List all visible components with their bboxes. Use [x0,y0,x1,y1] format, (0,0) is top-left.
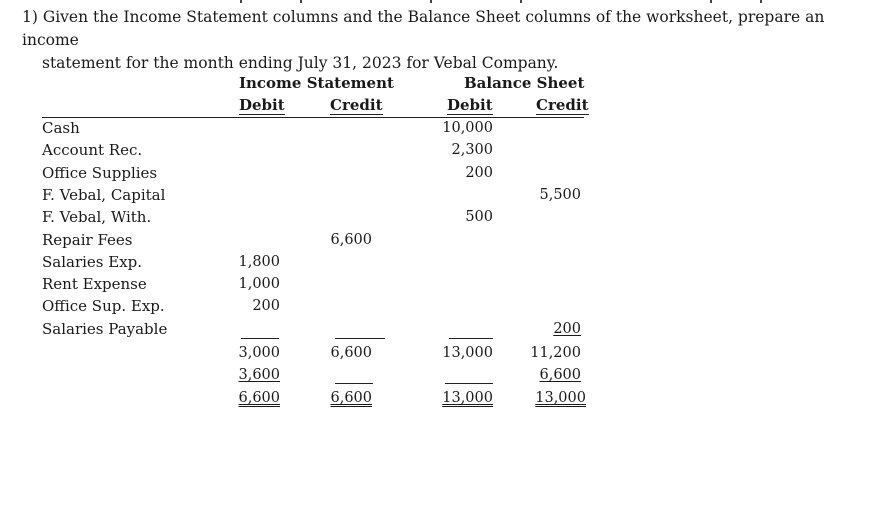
is-credit-subtotal-rule [335,338,385,339]
amount-bs-debit: 10,000 [442,120,493,136]
is-debit-final-total: 6,600 [238,390,280,406]
is-credit-final-total: 6,600 [330,390,372,406]
amount-bs-credit: 200 [553,321,581,337]
account-name: Repair Fees [42,231,133,249]
balance-sheet-header: Balance Sheet [464,74,585,92]
bs-credit-final-total: 13,000 [535,390,586,406]
question-line-2: statement for the month ending July 31, 2023 for Vebal Company. [42,54,559,72]
account-name: Salaries Exp. [42,253,143,271]
amount-is-debit: 1,000 [238,276,280,292]
amount-is-credit: 6,600 [330,232,372,248]
question-line-1: 1) Given the Income Statement columns and the Balance Sheet columns of the worksheet, prepare an income [22,8,825,49]
income-statement-header: Income Statement [239,74,394,92]
is-credit-header: Credit [330,96,383,114]
account-name: Rent Expense [42,275,147,293]
amount-bs-debit: 500 [465,209,493,225]
amount-is-debit: 200 [252,298,280,314]
account-name: Account Rec. [42,141,143,159]
amount-bs-debit: 200 [465,165,493,181]
bs-debit-header: Debit [447,96,493,114]
amount-bs-credit: 5,500 [539,187,581,203]
is-debit-subtotal-rule [241,338,279,339]
amount-bs-debit: 2,300 [451,142,493,158]
is-debit-header: Debit [239,96,285,114]
is-debit-net-income: 3,600 [238,367,280,383]
bs-debit-subtotal-rule [449,338,493,339]
table-top-rule [42,117,584,118]
bs-debit-final-total: 13,000 [442,390,493,406]
account-name: Salaries Payable [42,320,168,338]
account-name: Office Supplies [42,164,158,182]
bs-credit-header: Credit [536,96,589,114]
bs-credit-subtotal: 11,200 [530,345,581,361]
account-name: Cash [42,119,80,137]
bs-credit-net-income: 6,600 [539,367,581,383]
question-text [22,6,852,75]
is-credit-net-rule [335,383,373,384]
amount-is-debit: 1,800 [238,254,280,270]
is-debit-subtotal: 3,000 [238,345,280,361]
is-credit-subtotal: 6,600 [330,345,372,361]
account-name: F. Vebal, With. [42,208,152,226]
bs-debit-net-rule [445,383,493,384]
cropped-previous-line [0,0,881,4]
bs-debit-subtotal: 13,000 [442,345,493,361]
account-name: F. Vebal, Capital [42,186,166,204]
account-name: Office Sup. Exp. [42,297,165,315]
